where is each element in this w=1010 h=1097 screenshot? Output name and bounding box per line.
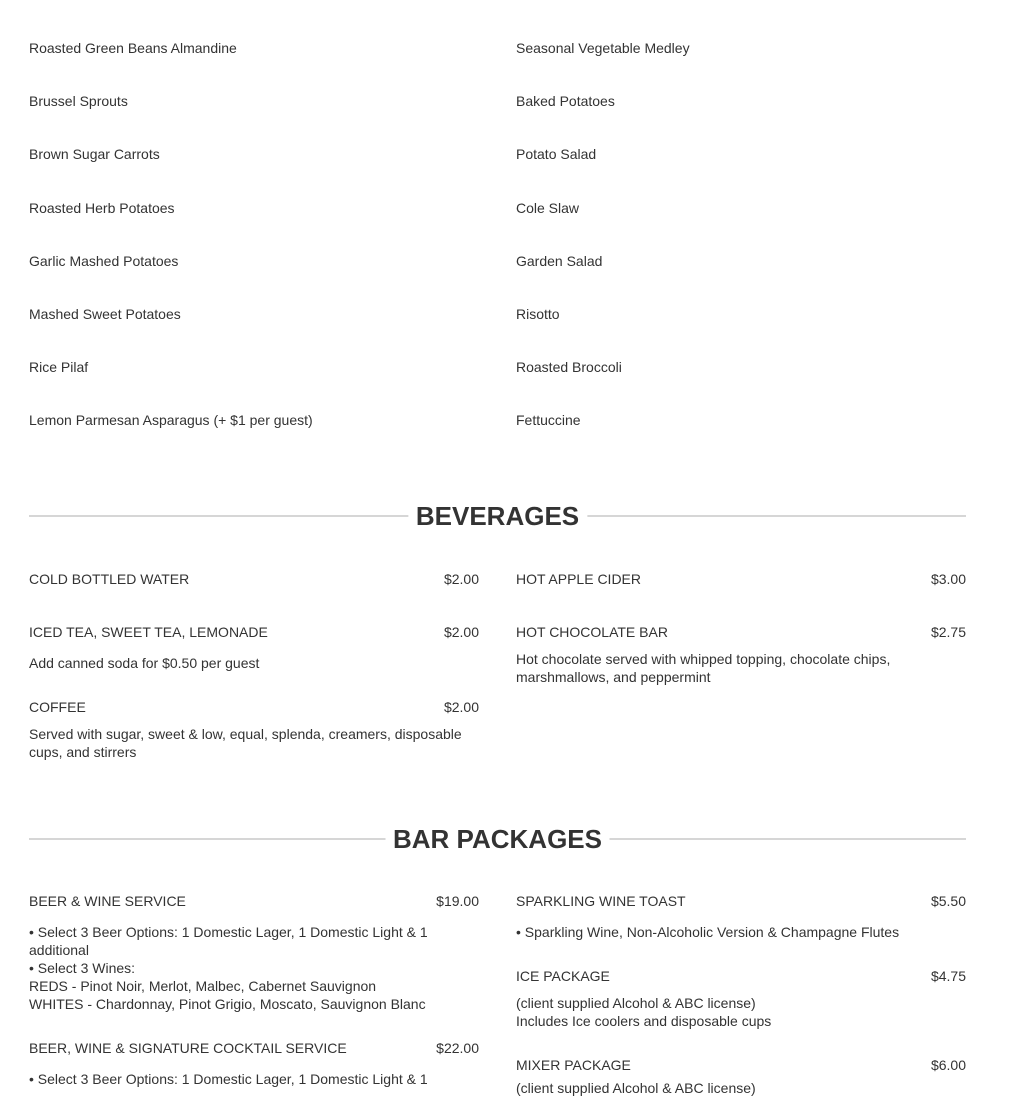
menu-item-row: [29, 1040, 479, 1056]
side-item: Baked Potatoes: [516, 93, 615, 109]
menu-item-description: [516, 994, 956, 1030]
menu-item-name: MIXER PACKAGE: [516, 1057, 631, 1073]
description-line: WHITES - Chardonnay, Pinot Grigio, Moscato, Sauvignon Blanc: [29, 996, 426, 1012]
menu-item-price: $5.50: [930, 893, 966, 909]
description-line: • Select 3 Wines:: [29, 960, 136, 976]
menu-item-row: [516, 893, 966, 909]
description-line: REDS - Pinot Noir, Merlot, Malbec, Cabernet Sauvignon: [29, 978, 377, 994]
menu-item-price: $3.00: [930, 571, 966, 587]
side-item: Garden Salad: [516, 253, 603, 269]
description-line: • Sparkling Wine, Non-Alcoholic Version & Champagne Flutes: [516, 924, 900, 940]
menu-item-name: COLD BOTTLED WATER: [29, 571, 190, 587]
beverages-section-heading: [29, 496, 966, 536]
side-item: Mashed Sweet Potatoes: [29, 306, 181, 322]
description-line: Includes Ice coolers and disposable cups: [516, 1013, 772, 1029]
menu-item-price: $22.00: [436, 1040, 479, 1056]
menu-item-row: [29, 571, 479, 587]
menu-item-description: [29, 923, 439, 1013]
menu-item-price: $2.00: [443, 699, 479, 715]
side-item: Roasted Herb Potatoes: [29, 200, 175, 216]
menu-item-description: [516, 923, 956, 941]
side-item: Potato Salad: [516, 146, 597, 162]
section-title: BEVERAGES: [408, 496, 587, 536]
description-line: • Select 3 Beer Options: 1 Domestic Lager, 1 Domestic Light & 1 additional: [29, 924, 428, 958]
menu-item-row: [29, 893, 479, 909]
side-item: Seasonal Vegetable Medley: [516, 40, 690, 56]
side-item: Fettuccine: [516, 412, 581, 428]
menu-item-name: COFFEE: [29, 699, 86, 715]
menu-item-row: [516, 571, 966, 587]
menu-item-price: $4.75: [930, 968, 966, 984]
menu-item-row: [516, 624, 966, 640]
side-item: Brown Sugar Carrots: [29, 146, 160, 162]
menu-item-name: SPARKLING WINE TOAST: [516, 893, 686, 909]
menu-item-row: [29, 624, 479, 640]
menu-item-name: BEER, WINE & SIGNATURE COCKTAIL SERVICE: [29, 1040, 347, 1056]
menu-item-name: BEER & WINE SERVICE: [29, 893, 186, 909]
section-title: BAR PACKAGES: [385, 819, 610, 859]
menu-item-name: ICED TEA, SWEET TEA, LEMONADE: [29, 624, 268, 640]
side-item: Garlic Mashed Potatoes: [29, 253, 179, 269]
menu-item-name: ICE PACKAGE: [516, 968, 610, 984]
side-item: Cole Slaw: [516, 200, 580, 216]
description-line: (client supplied Alcohol & ABC license): [516, 1080, 756, 1096]
menu-item-description: Add canned soda for $0.50 per guest: [29, 655, 260, 671]
menu-item-row: [516, 1057, 966, 1073]
side-item: Roasted Green Beans Almandine: [29, 40, 237, 56]
menu-item-row: [29, 699, 479, 715]
menu-item-price: $19.00: [436, 893, 479, 909]
side-item: Roasted Broccoli: [516, 359, 622, 375]
menu-item-price: $2.75: [930, 624, 966, 640]
bar-packages-section-heading: [29, 819, 966, 859]
menu-item-description: [29, 1070, 469, 1088]
menu-item-price: $2.00: [443, 571, 479, 587]
menu-item-price: $6.00: [930, 1057, 966, 1073]
menu-item-description: Hot chocolate served with whipped topping, chocolate chips, marshmallows, and peppermint: [516, 651, 891, 685]
menu-item-price: $2.00: [443, 624, 479, 640]
menu-item-description: Served with sugar, sweet & low, equal, splenda, creamers, disposable cups, and stirrers: [29, 726, 462, 760]
side-item: Rice Pilaf: [29, 359, 89, 375]
menu-item-row: [516, 968, 966, 984]
side-item: Brussel Sprouts: [29, 93, 128, 109]
description-line: • Select 3 Beer Options: 1 Domestic Lager, 1 Domestic Light & 1: [29, 1071, 428, 1087]
menu-item-name: HOT APPLE CIDER: [516, 571, 642, 587]
description-line: (client supplied Alcohol & ABC license): [516, 995, 756, 1011]
menu-item-description: [516, 1079, 956, 1097]
side-item: Risotto: [516, 306, 560, 322]
menu-item-name: HOT CHOCOLATE BAR: [516, 624, 668, 640]
side-item: Lemon Parmesan Asparagus (+ $1 per guest): [29, 412, 313, 428]
